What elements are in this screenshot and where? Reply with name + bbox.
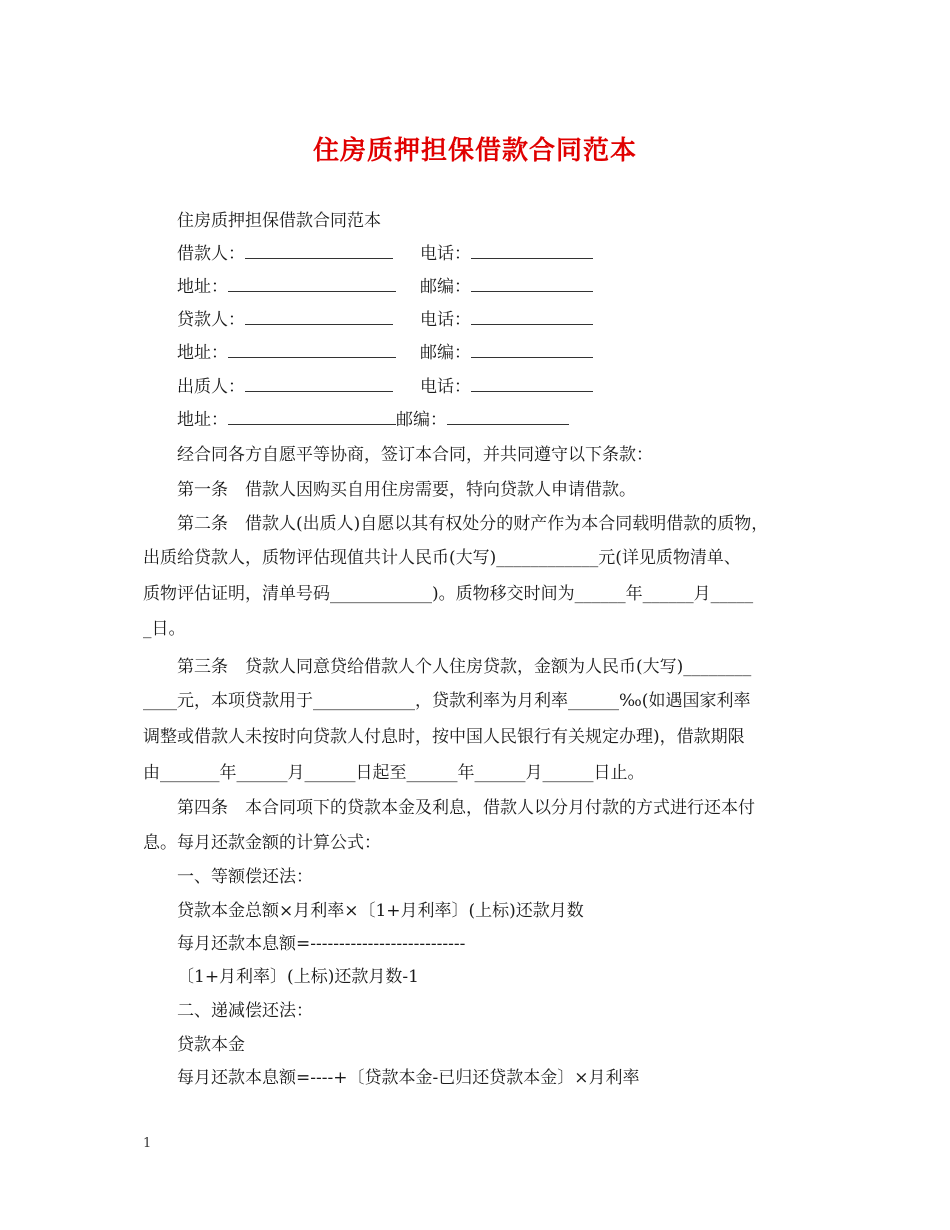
article-2-line-3: 质物评估证明，清单号码____________)。质物移交时间为______年______月_____ bbox=[143, 584, 754, 604]
method-2-numerator: 贷款本金 bbox=[177, 1035, 245, 1055]
article-2-line-1: 第二条 借款人(出质人)自愿以其有权处分的财产作为本合同载明借款的质物， bbox=[177, 514, 769, 534]
method-1-denominator: 〔1+月利率〕(上标)还款月数-1 bbox=[177, 967, 419, 987]
borrower-postcode-blank bbox=[471, 276, 593, 292]
borrower-name-blank bbox=[245, 243, 393, 259]
lender-address-blank bbox=[228, 342, 396, 358]
method-2-title: 二、递减偿还法： bbox=[177, 1001, 313, 1021]
document-title: 住房质押担保借款合同范本 bbox=[312, 136, 637, 166]
pledgor-address-row bbox=[177, 409, 569, 431]
lender-phone-row bbox=[420, 309, 593, 331]
article-3-line-1: 第三条 贷款人同意贷给借款人个人住房贷款，金额为人民币(大写)________ bbox=[177, 657, 752, 677]
lender-address-row bbox=[177, 342, 396, 364]
article-3-line-2: ____元，本项贷款用于____________，贷款利率为月利率______‰(如遇国家利率 bbox=[143, 691, 751, 711]
article-2-line-4: _日。 bbox=[143, 619, 186, 639]
intro-paragraph: 经合同各方自愿平等协商，签订本合同，并共同遵守以下条款： bbox=[177, 445, 653, 465]
document-subtitle: 住房质押担保借款合同范本 bbox=[177, 211, 381, 231]
borrower-postcode-row bbox=[420, 276, 593, 298]
article-1: 第一条 借款人因购买自用住房需要，特向贷款人申请借款。 bbox=[177, 480, 636, 500]
lender-label: 贷款人： bbox=[177, 310, 245, 330]
method-1-numerator: 贷款本金总额×月利率×〔1+月利率〕(上标)还款月数 bbox=[177, 901, 584, 921]
pledgor-row bbox=[177, 376, 393, 398]
pledgor-address-blank bbox=[228, 409, 396, 425]
borrower-phone-row bbox=[420, 243, 593, 265]
borrower-phone-label: 电话： bbox=[420, 244, 471, 264]
article-4-line-1: 第四条 本合同项下的贷款本金及利息，借款人以分月付款的方式进行还本付 bbox=[177, 798, 755, 818]
lender-phone-blank bbox=[471, 309, 593, 325]
pledgor-phone-label: 电话： bbox=[420, 377, 471, 397]
lender-postcode-blank bbox=[471, 342, 593, 358]
pledgor-postcode-label: 邮编： bbox=[396, 410, 447, 430]
page-number: 1 bbox=[143, 1136, 152, 1151]
method-1-title: 一、等额偿还法： bbox=[177, 867, 313, 887]
borrower-address-row bbox=[177, 276, 396, 298]
article-4-line-2: 息。每月还款金额的计算公式： bbox=[143, 833, 381, 853]
method-1-formula: 每月还款本息额=--------------------------- bbox=[177, 934, 466, 954]
lender-address-label: 地址： bbox=[177, 343, 228, 363]
pledgor-postcode-blank bbox=[447, 409, 569, 425]
borrower-label: 借款人： bbox=[177, 244, 245, 264]
lender-postcode-row bbox=[420, 342, 593, 364]
lender-row bbox=[177, 309, 393, 331]
borrower-phone-blank bbox=[471, 243, 593, 259]
pledgor-address-label: 地址： bbox=[177, 410, 228, 430]
lender-phone-label: 电话： bbox=[420, 310, 471, 330]
pledgor-phone-blank bbox=[471, 376, 593, 392]
method-2-formula: 每月还款本息额=----+〔贷款本金-已归还贷款本金〕×月利率 bbox=[177, 1068, 640, 1088]
borrower-postcode-label: 邮编： bbox=[420, 277, 471, 297]
borrower-address-label: 地址： bbox=[177, 277, 228, 297]
lender-name-blank bbox=[245, 309, 393, 325]
article-3-line-4: 由_______年______月______日起至______年______月______日止。 bbox=[143, 763, 645, 783]
borrower-address-blank bbox=[228, 276, 396, 292]
pledgor-phone-row bbox=[420, 376, 593, 398]
article-2-line-2: 出质给贷款人，质物评估现值共计人民币(大写)____________元(详见质物清单、 bbox=[143, 548, 741, 568]
borrower-row bbox=[177, 243, 393, 265]
lender-postcode-label: 邮编： bbox=[420, 343, 471, 363]
pledgor-label: 出质人： bbox=[177, 377, 245, 397]
pledgor-name-blank bbox=[245, 376, 393, 392]
article-3-line-3: 调整或借款人未按时向贷款人付息时，按中国人民银行有关规定办理)，借款期限 bbox=[143, 727, 745, 747]
